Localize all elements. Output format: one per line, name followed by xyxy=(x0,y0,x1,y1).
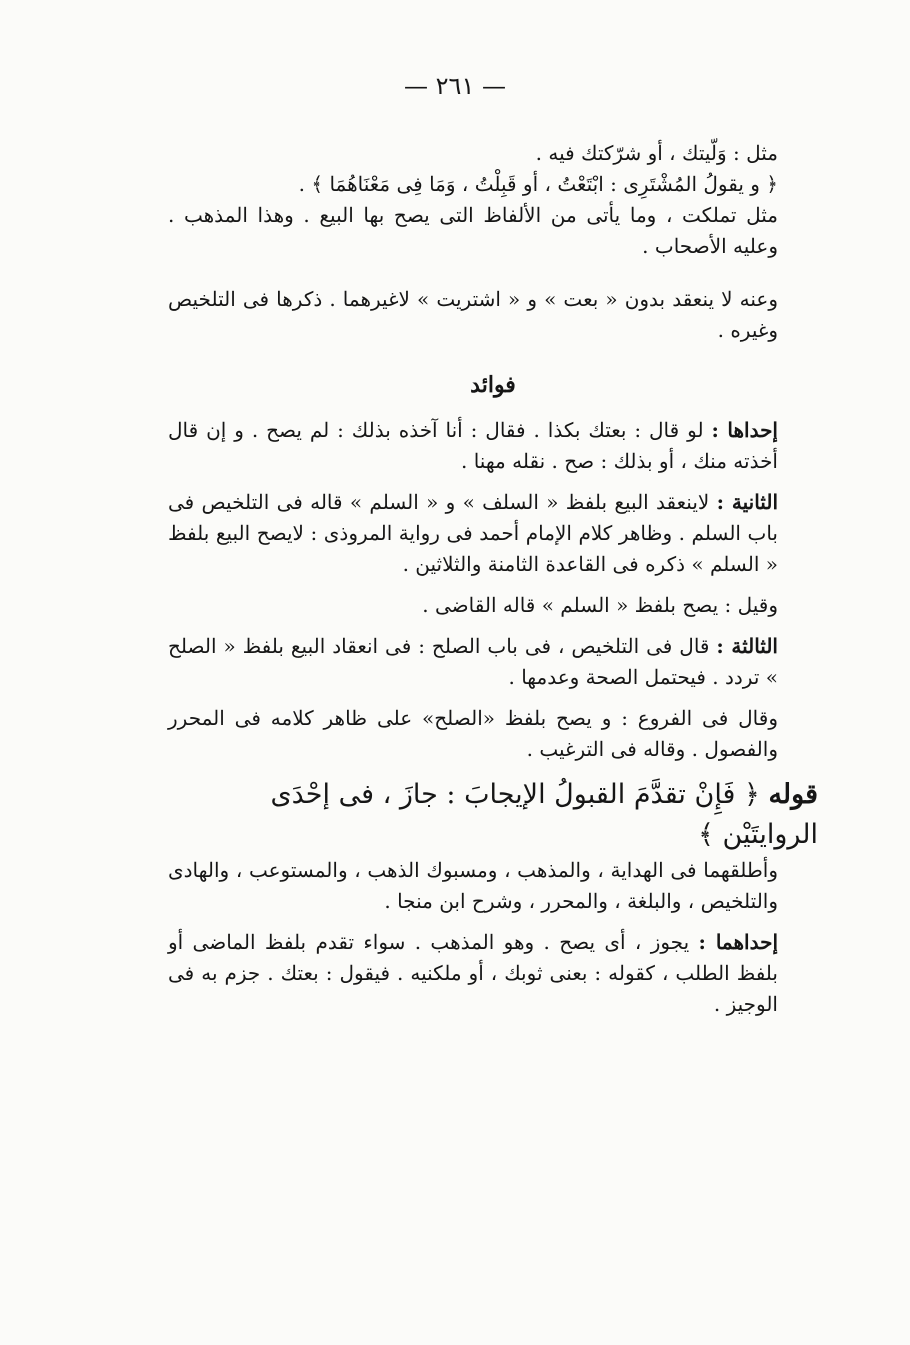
paragraph-second xyxy=(168,487,818,580)
paragraph: وقال فى الفروع : و يصح بلفظ «الصلح» على ظاهر كلامه فى المحرر والفصول . وقاله فى الترغيب . xyxy=(168,706,778,761)
page-number: — ٢٦١ — xyxy=(404,72,506,100)
text-span: مثل تملكت ، وما يأتى من الألفاظ التى يصح بها البيع . وهذا المذهب . xyxy=(168,203,778,227)
item-text: قال فى التلخيص ، فى باب الصلح : فى انعقاد البيع بلفظ « الصلح » تردد . فيحتمل الصحة وعدمها . xyxy=(168,634,778,689)
text-span: وعليه الأصحاب . xyxy=(642,234,778,258)
item-label: إحداهما : xyxy=(698,930,778,954)
item-label: الثانية : xyxy=(716,490,778,514)
paragraph: وأطلقهما فى الهداية ، والمذهب ، ومسبوك الذهب ، والمستوعب ، والهادى والتلخيص ، والبلغة ، والمحرر ، وشرح ابن منجا . xyxy=(168,858,778,913)
item-text: لو قال : بعتك بكذا . فقال : أنا آخذه بذلك : لم يصح . و إن قال أخذته منك ، أو بذلك : صح . نقله مهنا . xyxy=(168,418,778,473)
paragraph-first xyxy=(168,415,818,477)
text-line: مثل : وَلّيتك ، أو شرّكتك فيه . xyxy=(535,141,778,165)
item-label: إحداها : xyxy=(711,418,778,442)
item-text: لاينعقد البيع بلفظ « السلف » و « السلم » قاله فى التلخيص فى باب السلم . وظاهر كلام الإمام أحمد فى رواية المروذى : لايصح البيع بلفظ « السلم » ذكره فى القاعدة الثامنة والثلاثين . xyxy=(168,490,778,576)
paragraph: وعنه لا ينعقد بدون « بعت » و « اشتريت » لاغيرهما . ذكرها فى التلخيص وغيره . xyxy=(168,287,778,342)
item-label: الثالثة : xyxy=(716,634,778,658)
item-text: ﴿ فَإِنْ تقدَّمَ القبولُ الإيجابَ : جازَ ، فى إحْدَى الروايتَيْن ﴾ xyxy=(270,779,818,850)
item-label: قوله xyxy=(768,779,818,810)
text-line: وقيل : يصح بلفظ « السلم » قاله القاضى . xyxy=(422,593,778,617)
section-heading: فوائد xyxy=(470,372,516,398)
quoted-matn: ﴿ و يقولُ المُشْتَرِى : ابْتَعْتُ ، أو قَبِلْتُ ، وَمَا فِى مَعْنَاهُمَا ﴾ . xyxy=(298,172,778,196)
quoted-matn-large xyxy=(168,775,818,855)
text-line xyxy=(168,200,818,262)
paragraph-third xyxy=(168,631,818,693)
item-text: يجوز ، أى يصح . وهو المذهب . سواء تقدم بلفظ الماضى أو بلفظ الطلب ، كقوله : بعنى ثوبك ، أو ملكنيه . فيقول : بعتك . جزم به فى الوجيز . xyxy=(168,930,778,1016)
paragraph-riwaya xyxy=(168,927,818,1020)
main-text xyxy=(168,138,818,1020)
